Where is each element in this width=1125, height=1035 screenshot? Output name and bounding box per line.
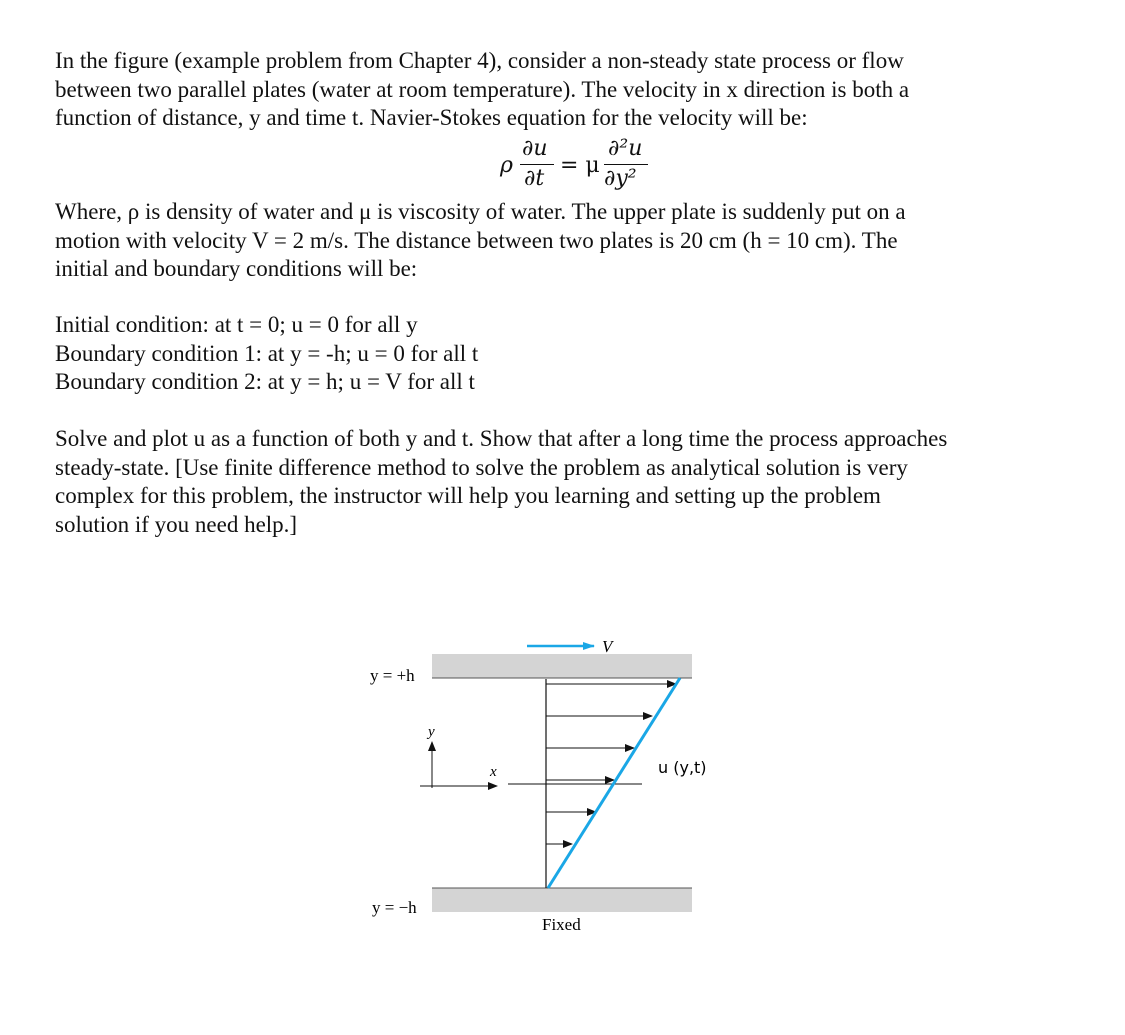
- upper-plate-label: y = +h: [370, 666, 415, 685]
- lower-plate-label: y = −h: [372, 898, 417, 917]
- eq-dt: ∂t: [524, 166, 545, 191]
- where-line-1: Where, ρ is density of water and μ is viscosity of water. The upper plate is suddenly put on a: [55, 199, 906, 224]
- intro-line-2: between two parallel plates (water at room temperature). The velocity in x direction is both a: [55, 76, 910, 102]
- fixed-plate-label: Fixed: [542, 915, 581, 934]
- boundary-condition-1: Boundary condition 1: at y = -h; u = 0 for all t: [55, 340, 479, 366]
- x-axis-label: x: [490, 764, 497, 780]
- lower-plate: [432, 888, 692, 912]
- where-line-2: motion with velocity V = 2 m/s. The distance between two plates is 20 cm (h = 10 cm). The: [55, 227, 898, 253]
- boundary-condition-2: Boundary condition 2: at y = h; u = V for all t: [55, 369, 475, 394]
- where-line-3: initial and boundary conditions will be:: [55, 256, 418, 281]
- intro-line-3: function of distance, y and time t. Navier-Stokes equation for the velocity will be:: [55, 105, 808, 130]
- task-line-2: steady-state. [Use finite difference method to solve the problem as analytical solution is very: [55, 454, 908, 480]
- velocity-label: V: [602, 637, 613, 656]
- initial-condition: Initial condition: at t = 0; u = 0 for all y: [55, 312, 418, 337]
- profile-label: u (y,t): [658, 758, 707, 777]
- velocity-profile-line: [548, 678, 680, 888]
- eq-du: ∂u: [522, 136, 548, 161]
- eq-equals-mu: = μ: [560, 153, 600, 178]
- eq-d2u: ∂²u: [608, 136, 643, 161]
- eq-dy2: ∂y²: [604, 166, 637, 191]
- task-line-4: solution if you need help.]: [55, 511, 298, 537]
- task-line-1: Solve and plot u as a function of both y and t. Show that after a long time the process approaches: [55, 426, 948, 451]
- upper-plate: [432, 654, 692, 678]
- y-axis-label: y: [428, 724, 435, 740]
- eq-rho: ρ: [500, 153, 513, 178]
- task-line-3: complex for this problem, the instructor will help you learning and setting up the problem: [55, 483, 881, 508]
- intro-line-1: In the figure (example problem from Chapter 4), consider a non-steady state process or flow: [55, 48, 904, 73]
